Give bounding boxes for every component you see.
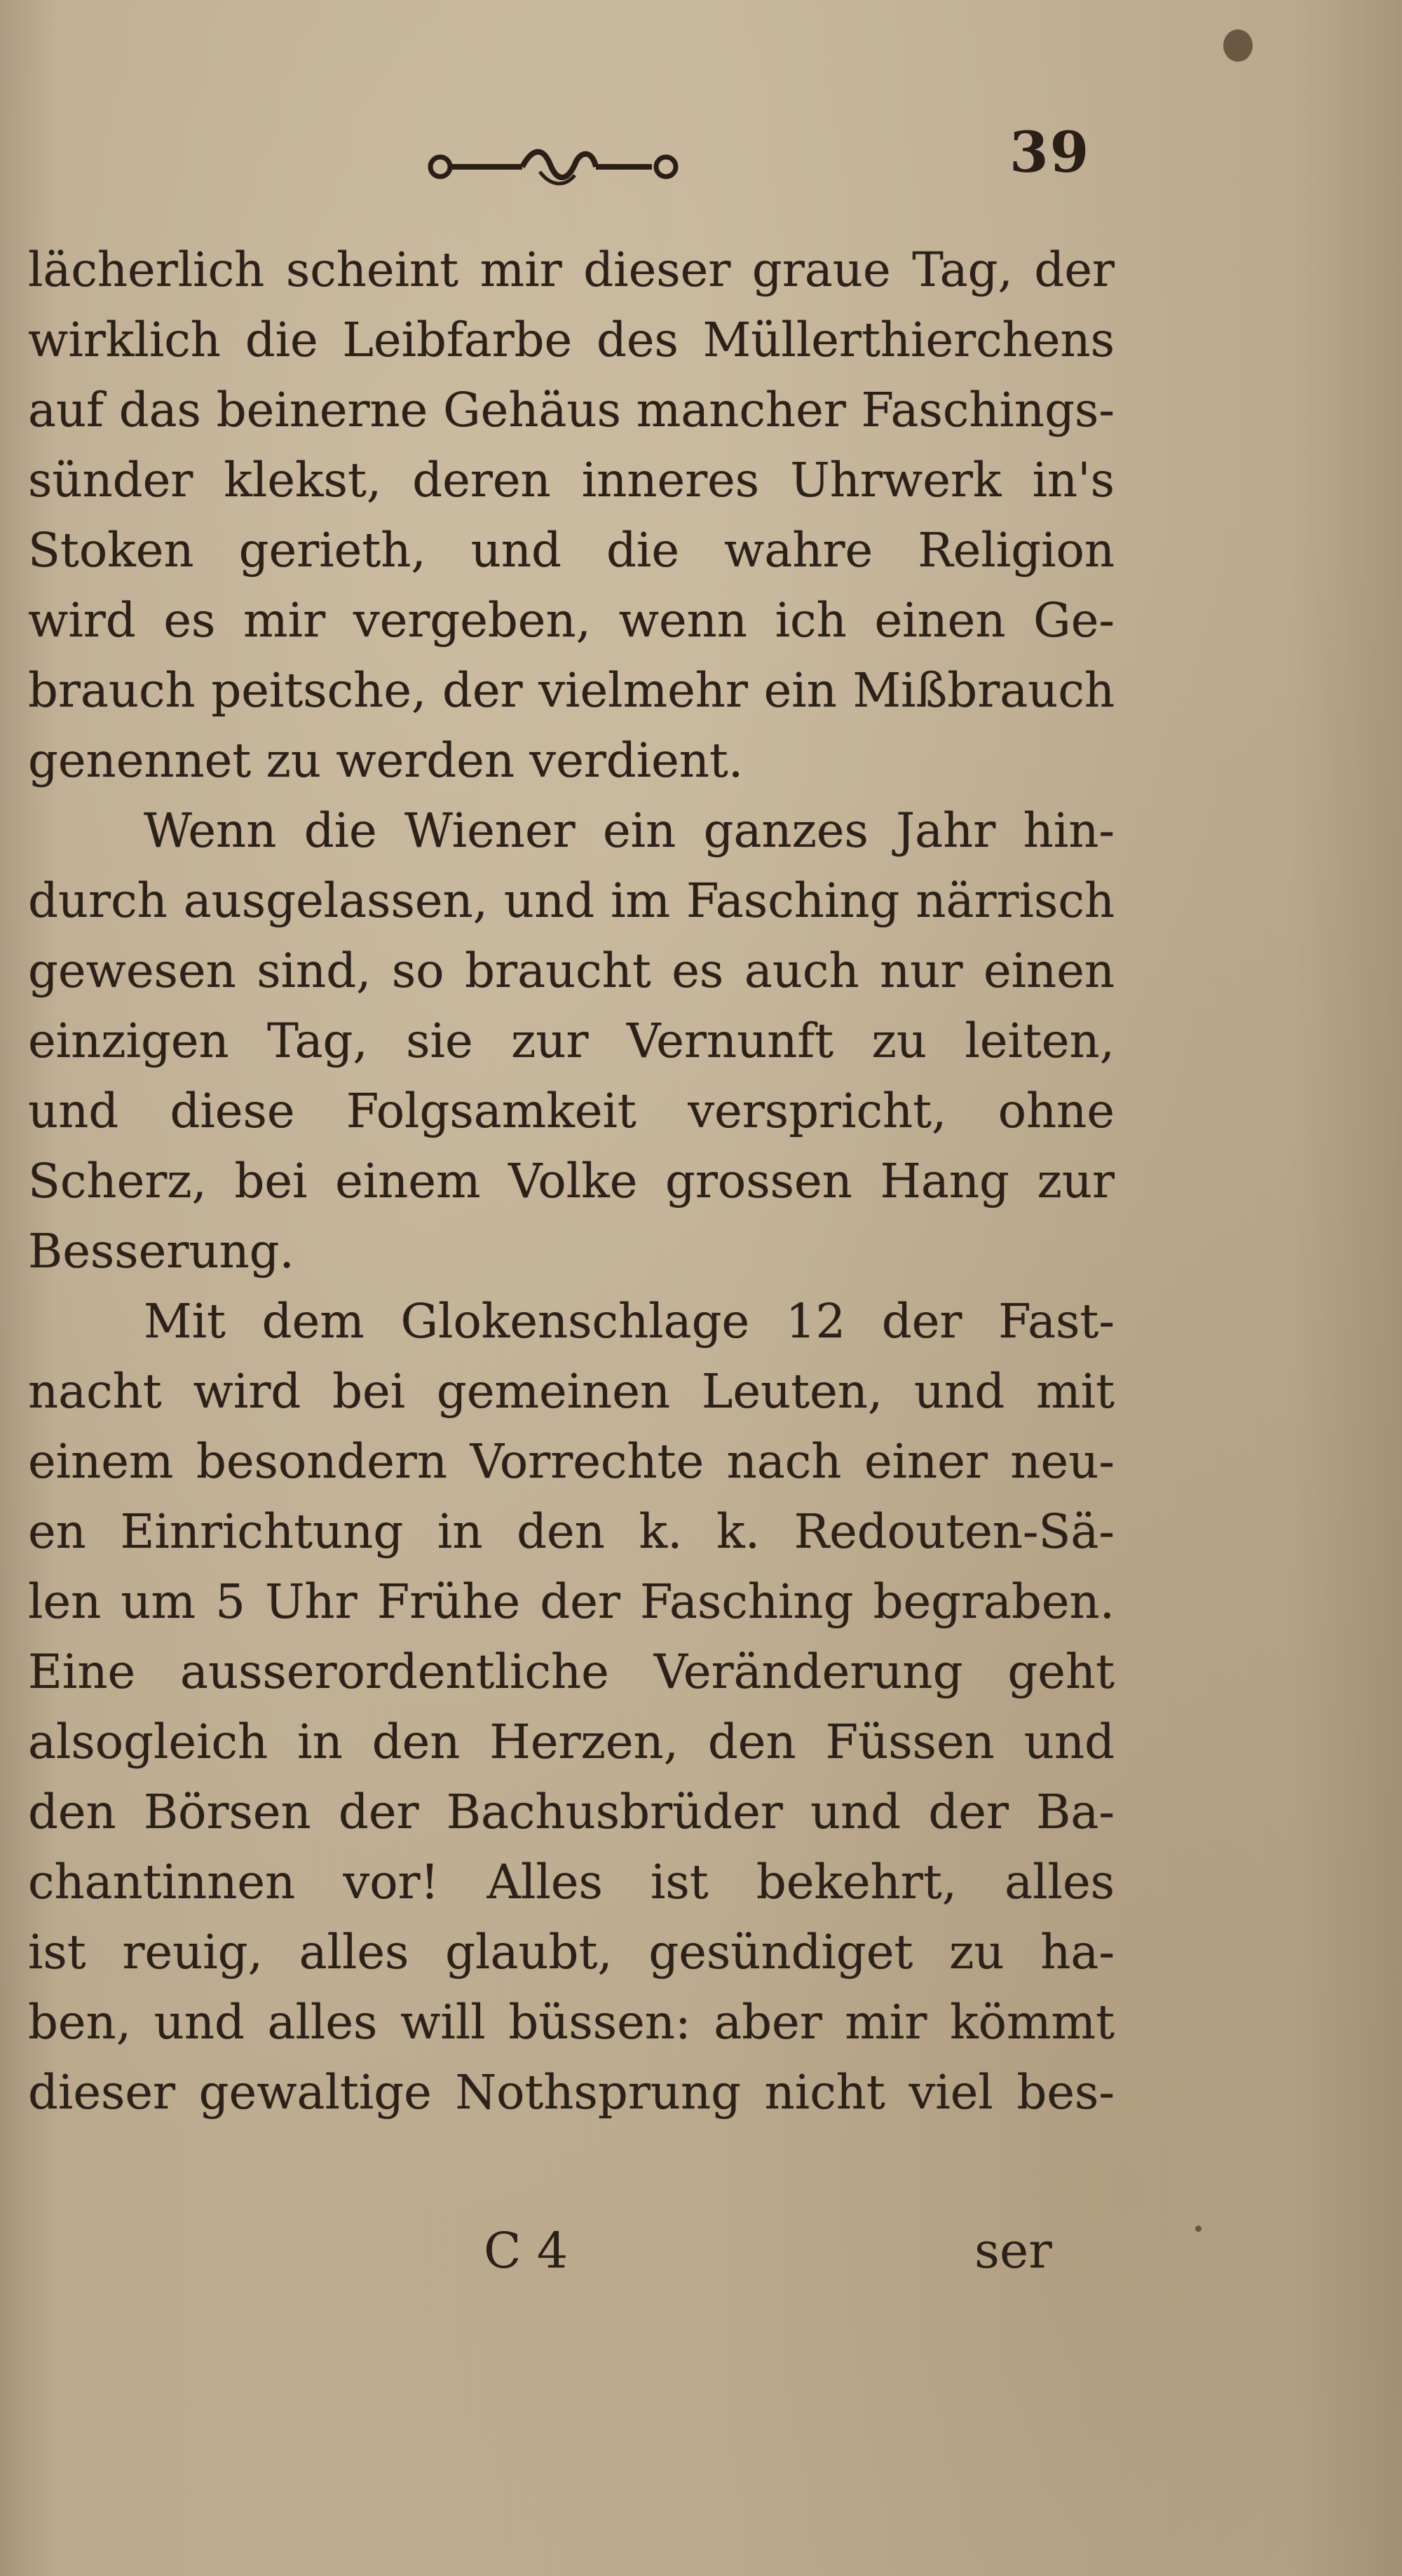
text-line: Mit dem Glokenschlage 12 der Fast- bbox=[144, 1294, 1115, 1349]
text-line: einzigen Tag, sie zur Vernunft zu leiten, bbox=[28, 1014, 1115, 1068]
text-line: ist reuig, alles glaubt, gesündiget zu ha- bbox=[28, 1925, 1115, 1979]
printer-ornament-icon bbox=[421, 133, 687, 196]
text-line: den Börsen der Bachusbrüder und der Ba- bbox=[28, 1785, 1115, 1839]
text-line: brauch peitsche, der vielmehr ein Mißbrauch bbox=[28, 663, 1115, 718]
text-line: auf das beinerne Gehäus mancher Faschings- bbox=[28, 383, 1115, 437]
text-line: Wenn die Wiener ein ganzes Jahr hin- bbox=[144, 803, 1115, 858]
text-line: alsogleich in den Herzen, den Füssen und bbox=[28, 1715, 1115, 1769]
text-line: Eine ausserordentliche Veränderung geht bbox=[28, 1644, 1115, 1699]
text-line: ben, und alles will büssen: aber mir kömmt bbox=[28, 1995, 1115, 2050]
text-line: Stoken gerieth, und die wahre Religion bbox=[28, 523, 1115, 578]
text-line: genennet zu werden verdient. bbox=[28, 733, 744, 788]
ink-spot bbox=[1223, 29, 1253, 62]
catchword: ser bbox=[974, 2222, 1052, 2279]
text-line: durch ausgelassen, und im Fasching närrisch bbox=[28, 873, 1115, 928]
text-line: wird es mir vergeben, wenn ich einen Ge- bbox=[28, 593, 1115, 648]
body-text bbox=[28, 235, 1115, 2127]
text-line: lächerlich scheint mir dieser graue Tag, der bbox=[28, 243, 1115, 297]
page-header bbox=[0, 105, 1402, 203]
page-number: 39 bbox=[1009, 119, 1091, 185]
text-line: nacht wird bei gemeinen Leuten, und mit bbox=[28, 1364, 1115, 1419]
text-line: sünder klekst, deren inneres Uhrwerk in's bbox=[28, 453, 1115, 507]
text-line: Besserung. bbox=[28, 1224, 294, 1279]
page-footer bbox=[0, 2222, 1402, 2299]
text-line: wirklich die Leibfarbe des Müllerthierchens bbox=[28, 313, 1115, 367]
text-line: len um 5 Uhr Frühe der Fasching begraben. bbox=[28, 1574, 1115, 1629]
text-line: Scherz, bei einem Volke grossen Hang zur bbox=[28, 1154, 1115, 1208]
text-line: gewesen sind, so braucht es auch nur einen bbox=[28, 943, 1115, 998]
text-line: en Einrichtung in den k. k. Redouten-Sä- bbox=[28, 1504, 1115, 1559]
text-line: chantinnen vor! Alles ist bekehrt, alles bbox=[28, 1855, 1115, 1909]
text-line: einem besondern Vorrechte nach einer neu- bbox=[28, 1434, 1115, 1489]
signature-mark: C 4 bbox=[484, 2222, 569, 2279]
text-line: und diese Folgsamkeit verspricht, ohne bbox=[28, 1084, 1115, 1138]
text-line: dieser gewaltige Nothsprung nicht viel bes- bbox=[28, 2065, 1115, 2120]
